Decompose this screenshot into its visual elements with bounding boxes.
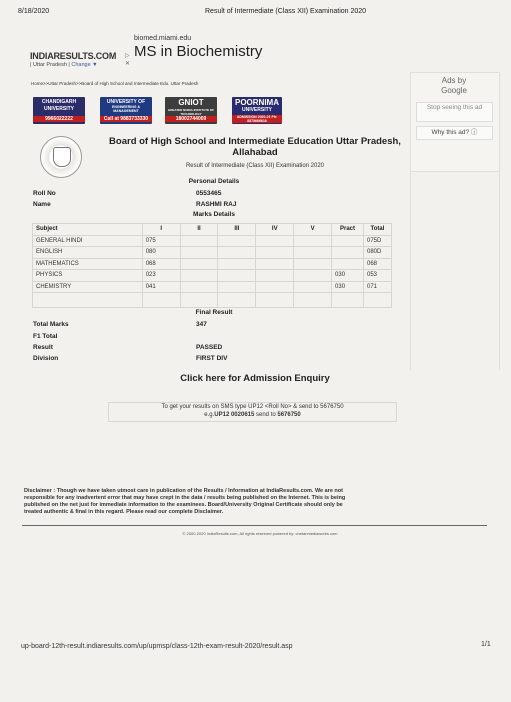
division-label: Division xyxy=(33,355,59,362)
side-ad-rail xyxy=(410,170,500,370)
pract-cell: 030 xyxy=(332,270,364,282)
col-header: Subject xyxy=(33,224,143,236)
col-header: IV xyxy=(256,224,294,236)
f1-total-label: F1 Total xyxy=(33,333,58,340)
mark-cell: 023 xyxy=(142,270,180,282)
mark-cell xyxy=(180,258,218,270)
sms-example: e.g.UP12 0020615 send to 5676750 xyxy=(204,412,301,418)
roll-no-label: Roll No xyxy=(33,190,56,197)
table-row xyxy=(33,247,392,259)
mark-cell xyxy=(218,270,256,282)
col-header: Pract xyxy=(332,224,364,236)
ads-by-label: Ads by xyxy=(441,76,467,85)
copyright-text: © 2000-2020 IndiaResults.com, All rights reserved powered by: chetanmediaworks.com xyxy=(182,531,338,536)
mark-cell xyxy=(180,247,218,259)
col-header: V xyxy=(294,224,332,236)
mark-cell xyxy=(256,281,294,293)
banner-uem[interactable] xyxy=(100,97,152,124)
banner-line: POORNIMA xyxy=(235,98,279,107)
total-cell: 075D xyxy=(363,235,391,247)
roll-no-value: 0553465 xyxy=(196,190,222,197)
total-cell: 080D xyxy=(363,247,391,259)
total-marks-label: Total Marks xyxy=(33,321,69,328)
banner-phone: 18002744009 xyxy=(165,116,217,122)
why-this-ad-button[interactable]: Why this ad? ⓘ xyxy=(416,126,493,140)
table-row xyxy=(33,281,392,293)
mark-cell xyxy=(294,270,332,282)
ad-controls xyxy=(125,52,130,68)
print-title: Result of Intermediate (Class XII) Examination 2020 xyxy=(205,8,367,15)
subject-cell: MATHEMATICS xyxy=(33,258,143,270)
result-label: Result xyxy=(33,344,53,351)
site-logo[interactable]: INDIARESULTS.COM xyxy=(30,51,117,61)
name-value: RASHMI RAJ xyxy=(196,201,237,208)
col-header: II xyxy=(180,224,218,236)
banner-line: UNIVERSITY xyxy=(43,106,74,112)
banner-line: ENGINEERING & MANAGEMENT xyxy=(111,105,140,113)
banner-line: GREATER NOIDA INSTITUTE OF TECHNOLOGY xyxy=(167,108,215,116)
divider xyxy=(22,525,487,526)
mark-cell xyxy=(256,247,294,259)
mark-cell xyxy=(294,247,332,259)
mark-cell xyxy=(294,235,332,247)
mark-cell xyxy=(180,281,218,293)
stop-seeing-ad-button[interactable]: Stop seeing this ad xyxy=(416,102,493,122)
banner-chandigarh-university[interactable] xyxy=(33,97,85,124)
table-header-row xyxy=(33,224,392,236)
pract-cell: 030 xyxy=(332,281,364,293)
total-marks-value: 347 xyxy=(196,321,207,328)
banner-line: GNIOT xyxy=(178,98,204,107)
banner-phone: ADMISSION 2020-21 Ph: 8875666616 xyxy=(232,115,282,123)
mark-cell xyxy=(218,247,256,259)
subject-cell: ENGLISH xyxy=(33,247,143,259)
col-header: I xyxy=(142,224,180,236)
pract-cell xyxy=(332,258,364,270)
table-row xyxy=(33,270,392,282)
print-footer-url: up-board-12th-result.indiaresults.com/up/upmsp/class-12th-exam-result-2020/result.asp xyxy=(21,643,293,650)
mark-cell: 068 xyxy=(142,258,180,270)
board-seal-icon xyxy=(40,136,82,178)
close-ad-icon[interactable]: ✕ xyxy=(125,61,131,67)
ad-host[interactable]: biomed.miami.edu xyxy=(134,35,192,42)
subject-cell: GENERAL HINDI xyxy=(33,235,143,247)
mark-cell xyxy=(218,235,256,247)
banner-line: UNIVERSITY OF xyxy=(106,99,146,105)
exam-title: Result of Intermediate (Class XII) Examination 2020 xyxy=(185,163,325,169)
mark-cell xyxy=(294,281,332,293)
mark-cell: 075 xyxy=(142,235,180,247)
admission-enquiry-link[interactable]: Click here for Admission Enquiry xyxy=(180,373,330,384)
google-label: Google xyxy=(441,86,467,95)
banner-line: UNIVERSITY xyxy=(241,107,272,113)
division-value: FIRST DIV xyxy=(196,355,228,362)
mark-cell: 041 xyxy=(142,281,180,293)
col-header: III xyxy=(218,224,256,236)
mark-cell xyxy=(256,258,294,270)
total-cell: 053 xyxy=(363,270,391,282)
mark-cell xyxy=(218,258,256,270)
subject-cell: CHEMISTRY xyxy=(33,281,143,293)
board-name xyxy=(100,136,410,158)
mark-cell xyxy=(180,270,218,282)
name-label: Name xyxy=(33,201,51,208)
subject-cell: PHYSICS xyxy=(33,270,143,282)
ad-title[interactable]: MS in Biochemistry xyxy=(134,43,263,60)
disclaimer-text: Disclaimer : Though we have taken utmost care in publication of the Results / Information at IndiaResults.com. We are not responsible for any inadvertent error that may have crept in the data / results being published on the Internet. This is being published on the net just for immediate information to the examinees. Board/University Original Certificate should only be treated authentic & final in this regard. Please read our complete Disclaimer. xyxy=(24,488,346,515)
print-date: 8/18/2020 xyxy=(18,8,50,15)
table-row xyxy=(33,293,392,308)
location-label: | Uttar Pradesh | xyxy=(30,62,70,68)
col-header: Total xyxy=(363,224,391,236)
result-value: PASSED xyxy=(196,344,223,351)
mark-cell xyxy=(256,235,294,247)
pract-cell xyxy=(332,247,364,259)
change-location-link[interactable]: Change ▼ xyxy=(71,62,98,68)
location-selector[interactable] xyxy=(30,62,98,68)
pract-cell xyxy=(332,235,364,247)
banner-gniot[interactable] xyxy=(165,97,217,124)
marks-details-heading: Marks Details xyxy=(193,211,235,218)
mark-cell xyxy=(294,258,332,270)
marks-table xyxy=(32,223,392,308)
sms-instruction: To get your results on SMS type UP12 <Roll No> & send to 5676750 xyxy=(161,404,344,410)
banner-line: CHANDIGARH xyxy=(41,99,77,105)
table-row xyxy=(33,258,392,270)
final-result-heading: Final Result xyxy=(195,309,233,316)
table-row xyxy=(33,235,392,247)
personal-details-heading: Personal Details xyxy=(188,178,240,185)
sms-info-box xyxy=(108,402,397,422)
total-cell: 071 xyxy=(363,281,391,293)
mark-cell xyxy=(256,270,294,282)
mark-cell: 080 xyxy=(142,247,180,259)
mark-cell xyxy=(218,281,256,293)
ads-by-google xyxy=(410,76,498,96)
board-name-line: Board of High School and Intermediate Education Uttar Pradesh, xyxy=(109,136,401,147)
banner-phone: Call at 9883733330 xyxy=(100,116,152,122)
banner-poornima[interactable] xyxy=(232,97,282,124)
total-cell: 068 xyxy=(363,258,391,270)
board-name-line: Allahabad xyxy=(232,147,278,158)
adchoices-icon[interactable]: ▷ xyxy=(125,53,130,59)
mark-cell xyxy=(180,235,218,247)
print-page-number: 1/1 xyxy=(481,641,491,648)
breadcrumb[interactable]: Home>>Uttar Pradesh>>Board of High School and Intermediate Edu. Uttar Pradesh xyxy=(31,81,199,86)
banner-phone: 9966022222 xyxy=(33,116,85,122)
